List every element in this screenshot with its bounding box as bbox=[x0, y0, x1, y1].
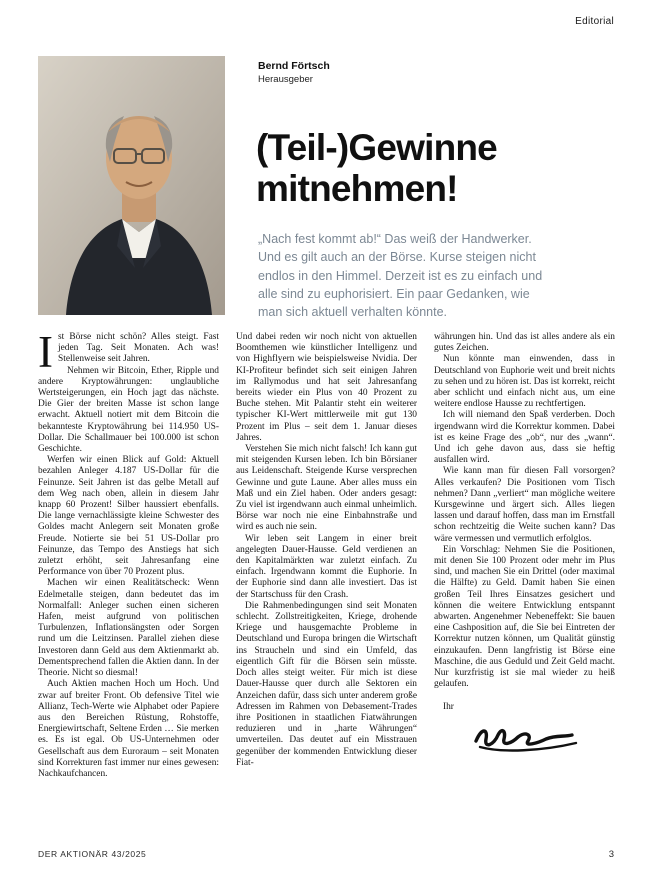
paragraph: Ich will niemand den Spaß verderben. Doch irgendwann wird die Korrektur kommen. Dabei ist es keine Frage des „ob“, nur des „wann“. Und ich gehe davon aus, dass sie heftig ausfallen wird. bbox=[434, 410, 615, 466]
paragraph: Nehmen wir Bitcoin, Ether, Ripple und andere Kryptowährungen: unglaubliche Wertsteigerungen, ein Hoch jagt das nächste. Die Gier der breiten Masse ist schon lange erwacht. Aktuell notiert mit dem Bitcoin die bekannteste Kryptowährung bei 114.950 US-Dollar. Die Schallmauer bei 100.000 ist schon Geschichte. bbox=[38, 365, 219, 455]
column-3 bbox=[434, 332, 615, 840]
paragraph: Ein Vorschlag: Nehmen Sie die Positionen, mit denen Sie 100 Prozent oder mehr im Plus sind, und machen Sie ein Drittel (oder maximal die Hälfte) zu Geld. Damit haben Sie einen großen Teil Ihres Einsatzes gesichert und können die weitere Entwicklung entspannt abwarten. Angenehmer Nebeneffekt: Sie bauen eine Cashposition auf, die Sie bei Eintreten der Korrektur nutzen können, um Qualität günstig einzukaufen. Denn langfristig ist Börse eine Maschine, die aus Geduld und Zeit Geld macht. Nur kurzfristig ist sie mal wieder zu heiß gelaufen. bbox=[434, 544, 615, 690]
author-name: Bernd Förtsch bbox=[258, 60, 330, 72]
standfirst: „Nach fest kommt ab!“ Das weiß der Handwerker. Und es gilt auch an der Börse. Kurse steigen nicht endlos in den Himmel. Derzeit ist es zu einfach und alle sind zu euphorisiert. Ein paar Gedanken, wie man sich aktuell verhalten könnte. bbox=[258, 232, 543, 319]
paragraph bbox=[38, 332, 219, 377]
portrait-illustration bbox=[38, 56, 225, 315]
paragraph: Und dabei reden wir noch nicht von aktuellen Boomthemen wie künstlicher Intelligenz und von Highflyern wie beispielsweise Nvidia. Der KI-Profiteur befindet sich seit einigen Jahren im Rallymodus und hat seit Jahresanfang bereits wieder ein Plus von 40 Prozent zu Buche stehen. Mit Palantir steht ein weiterer typischer KI-Wert mittlerweile mit gut 130 Prozent im Plus – seit dem 1. Januar dieses Jahres. bbox=[236, 332, 417, 443]
paragraph: Verstehen Sie mich nicht falsch! Ich kann gut mit steigenden Kursen leben. Ich bin Börsianer aus Leidenschaft. Steigende Kurse versprechen Gewinne und gute Laune. Aber alles muss ein Maß und ein Ziel haben. Oder anders gesagt: Zu viel ist irgendwann auch einmal unheimlich. Börse war noch nie eine Einbahnstraße und wird es auch nie sein. bbox=[236, 444, 417, 533]
paragraph-text: st Börse nicht schön? Alles steigt. Fast jeden Tag. Seit Monaten. Ach was! Stellenweise seit Jahren. bbox=[58, 332, 219, 365]
section-label: Editorial bbox=[575, 16, 614, 27]
column-1 bbox=[38, 332, 219, 840]
dropcap: I bbox=[38, 332, 53, 377]
paragraph: Werfen wir einen Blick auf Gold: Aktuell bezahlen Anleger 4.187 US-Dollar für die Feinunze. Seit Jahren ist das gelbe Metall auf dem Weg nach oben, allein in diesem Jahr knapp 60 Prozent! Silber haussiert ebenfalls. Die lange vernachlässigte kleine Schwester des Goldes macht Anlegern seit Monaten große Freude. Notierte sie bei 51 US-Dollar pro Feinunze, das Tempo des Anstiegs hat sich zuletzt erhöht, seit Jahresanfang eine Performance von über 70 Prozent plus. bbox=[38, 455, 219, 578]
headline bbox=[256, 128, 497, 209]
signature-icon bbox=[472, 719, 582, 755]
signature bbox=[472, 719, 615, 759]
paragraph: Nun könnte man einwenden, dass in Deutschland von Euphorie weit und breit nichts zu sehen und zu hören ist. Das ist korrekt, reicht aber schlicht und einfach nicht aus, um eine weitere endlose Hausse zu rechtfertigen. bbox=[434, 354, 615, 410]
portrait-photo bbox=[38, 56, 225, 315]
author-role: Herausgeber bbox=[258, 74, 313, 85]
closing-salutation: Ihr bbox=[443, 701, 454, 712]
headline-line-2: mitnehmen! bbox=[256, 167, 458, 209]
paragraph: Die Rahmenbedingungen sind seit Monaten schlecht. Zollstreitigkeiten, Kriege, drohende Kriege und hausgemachte Probleme in Deutschland und Europa bringen die Wirtschaft ins Straucheln und sind ein Umfeld, das eigentlich Gift für die Börsen sein müsste. Doch alles steigt weiter. Für mich ist diese Dauer-Hausse quer durch alle Sektoren ein Anzeichen dafür, dass sich unter anderem große Adressen im Rahmen von Debasement-Trades ihre Positionen in staatlichen Fiatwährungen reduzieren und in „harte Währungen“ umverteilen. Das deutet auf ein Misstrauen gegenüber der kommenden Entwicklung dieser Fiat- bbox=[236, 600, 417, 768]
paragraph: Wie kann man für diesen Fall vorsorgen? Alles verkaufen? Die Positionen vom Tisch nehmen? Dann „verliert“ man mögliche weitere Kursgewinne und ärgert sich. Alles liegen lassen und darauf hoffen, dass man im Ernstfall schon rechtzeitig die Weite suchen kann? Das wäre vermessen und vermutlich erfolglos. bbox=[434, 466, 615, 544]
paragraph: Machen wir einen Realitätscheck: Wenn Edelmetalle steigen, dann bedeutet das im Normalfall: Anleger suchen einen sicheren Hafen, meist aufgrund von politischen Turbulenzen, Inflationsängsten oder Sorgen rund um die Leitzinsen. Parallel ziehen diese Investoren dann Geld aus dem Aktienmarkt ab. Dementsprechend fallen die Aktien dann. In der Theorie. Nicht so diesmal! bbox=[38, 578, 219, 679]
paragraph: Auch Aktien machen Hoch um Hoch. Und zwar auf breiter Front. Ob defensive Titel wie Allianz, Tech-Werte wie Alphabet oder Papiere aus den Bereichen Rüstung, Rohstoffe, Energiewirtschaft, Seltene Erden … Sie merken es. Es ist egal. Ob US-Unternehmen oder Gesellschaft aus dem Euroraum – seit Monaten sind Korrekturen fast immer nur eines gewesen: Nachkaufchancen. bbox=[38, 679, 219, 779]
author-block bbox=[258, 60, 330, 85]
paragraph: währungen hin. Und das ist alles andere als ein gutes Zeichen. bbox=[434, 332, 615, 354]
paragraph: Wir leben seit Langem in einer breit angelegten Dauer-Hausse. Geld verdienen an den Kapitalmärkten war zuletzt einfach. Zu einfach. Irgendwann kommt die Euphorie. In der Euphorie sind dann alle investiert. Das ist der Startschuss für den Crash. bbox=[236, 533, 417, 600]
article-body bbox=[38, 332, 616, 840]
footer-page-number: 3 bbox=[608, 849, 614, 860]
headline-line-1: (Teil-)Gewinne bbox=[256, 127, 497, 168]
footer-magazine-issue: DER AKTIONÄR 43/2025 bbox=[38, 849, 147, 859]
column-2 bbox=[236, 332, 417, 840]
